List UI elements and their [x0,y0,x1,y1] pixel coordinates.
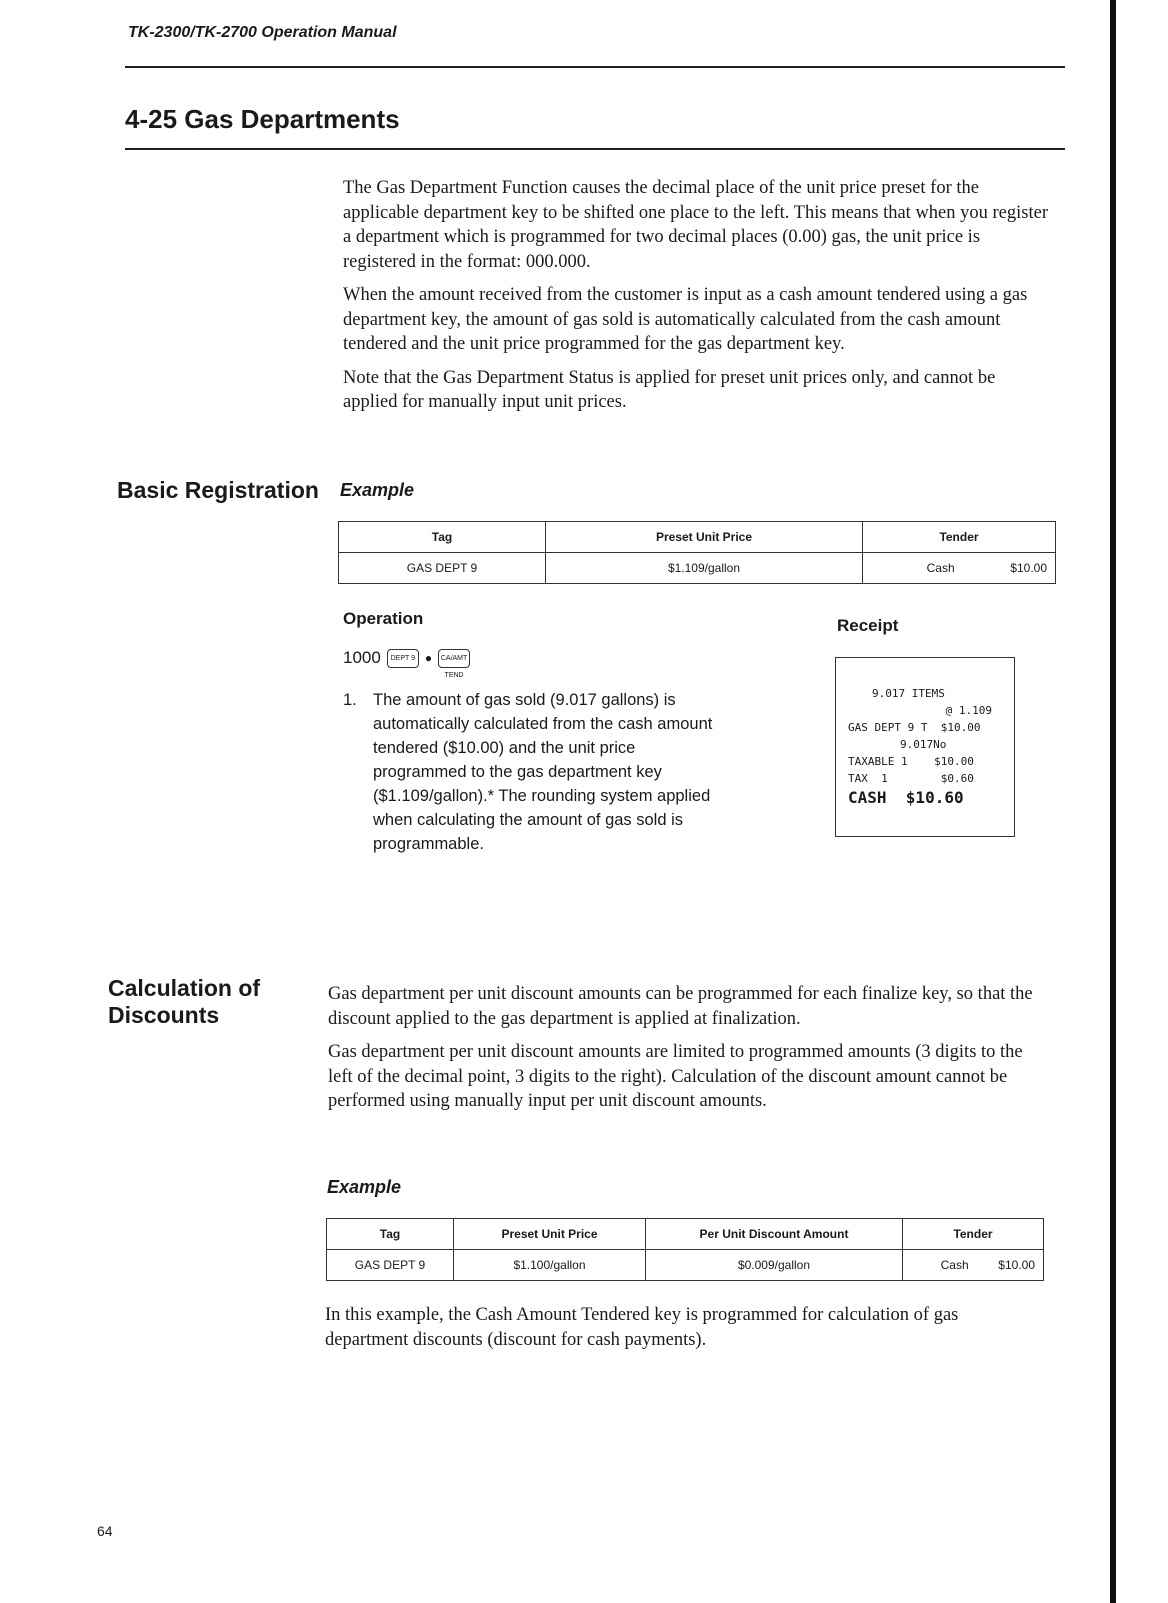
section-title: 4-25 Gas Departments [125,104,400,134]
closing-paragraph: In this example, the Cash Amount Tendered key is programmed for calculation of gas department discounts (discount for cash payments). [325,1305,959,1350]
table-cell-price: $1.100/gallon [454,1250,646,1281]
table-header-price: Preset Unit Price [454,1219,646,1250]
running-header: TK-2300/TK-2700 Operation Manual [128,24,397,41]
operation-key-sequence [343,648,470,679]
receipt-line-taxable: TAXABLE 1 $10.00 [848,755,974,768]
intro-paragraph-1: The Gas Department Function causes the decimal place of the unit price preset for the applicable department key to be shifted one place to the left. This means that when you register a department which is programmed for two decimal places (0.00) gas, the unit price is registered in the format: 000.000. [343,178,1048,272]
table-header-discount: Per Unit Discount Amount [646,1219,903,1250]
operation-input-value: 1000 [343,648,381,667]
intro-text [343,176,1048,424]
note-text: The amount of gas sold (9.017 gallons) is automatically calculated from the cash amount tendered ($10.00) and the unit price programmed to the gas department key ($1.109/gallon).* The rounding system applied when calculating the amount of gas sold is programmable. [373,691,713,853]
tender-type: Cash [940,1258,969,1272]
table-header-tag: Tag [327,1219,454,1250]
scan-edge-shadow [1110,0,1116,1603]
basic-example-table [338,521,1056,584]
operation-note [343,688,713,856]
table-row [327,1250,1044,1281]
table-header-price: Preset Unit Price [546,522,863,553]
operation-heading: Operation [343,609,424,628]
note-number: 1. [343,691,357,709]
dept-key-icon: DEPT 9 [387,649,419,668]
tender-amount: $10.00 [1010,561,1047,575]
receipt-line-total: CASH $10.60 [848,788,964,807]
basic-registration-heading: Basic Registration [117,477,319,503]
table-cell-tender [903,1250,1044,1281]
receipt-line-tax: TAX 1 $0.60 [848,772,974,785]
receipt-line-unit-price: @ 1.109 [945,704,992,717]
receipt-line-items: 9.017 ITEMS [872,687,945,700]
intro-paragraph-2: When the amount received from the customer is input as a cash amount tendered using a gas department key, the amount of gas sold is automatically calculated from the cash amount tendered and the unit price programmed for the gas department key. [343,285,1028,354]
discounts-text [328,982,1048,1123]
receipt-heading: Receipt [837,616,899,635]
table-cell-tender [863,553,1056,584]
discounts-paragraph-2: Gas department per unit discount amounts are limited to programmed amounts (3 digits to the left of the decimal point, 3 digits to the right). Calculation of the discount amount cannot be performed using manually input per unit discount amounts. [328,1042,1023,1111]
discounts-paragraph-1: Gas department per unit discount amounts can be programmed for each finalize key, so that the discount applied to the gas department is applied at finalization. [328,984,1033,1029]
receipt-line-quantity: 9.017No [900,738,947,751]
intro-paragraph-3: Note that the Gas Department Status is applied for preset unit prices only, and cannot be applied for manually input unit prices. [343,367,996,412]
discounts-heading-line-1: Calculation of [108,975,261,1001]
discount-example-table [326,1218,1044,1281]
example-label-discounts: Example [327,1177,402,1197]
table-header-tag: Tag [339,522,546,553]
page-number: 64 [97,1523,113,1539]
table-cell-discount: $0.009/gallon [646,1250,903,1281]
key-dot-icon: ● [424,651,433,665]
table-row [339,553,1056,584]
title-rule [125,148,1065,150]
discounts-heading [108,975,260,1029]
table-cell-tag: GAS DEPT 9 [339,553,546,584]
discounts-heading-line-2: Discounts [108,1002,220,1028]
table-header-tender: Tender [903,1219,1044,1250]
table-cell-price: $1.109/gallon [546,553,863,584]
example-label-basic: Example [340,480,415,500]
table-cell-tag: GAS DEPT 9 [327,1250,454,1281]
cash-tend-key-icon: CA/AMT TEND [438,649,470,668]
receipt-line-dept: GAS DEPT 9 T $10.00 [848,721,981,734]
table-header-tender: Tender [863,522,1056,553]
tender-amount: $10.00 [998,1258,1035,1272]
receipt-box [835,657,1015,837]
table-header-row [327,1219,1044,1250]
header-rule [125,66,1065,68]
table-header-row [339,522,1056,553]
tender-type: Cash [926,561,955,575]
